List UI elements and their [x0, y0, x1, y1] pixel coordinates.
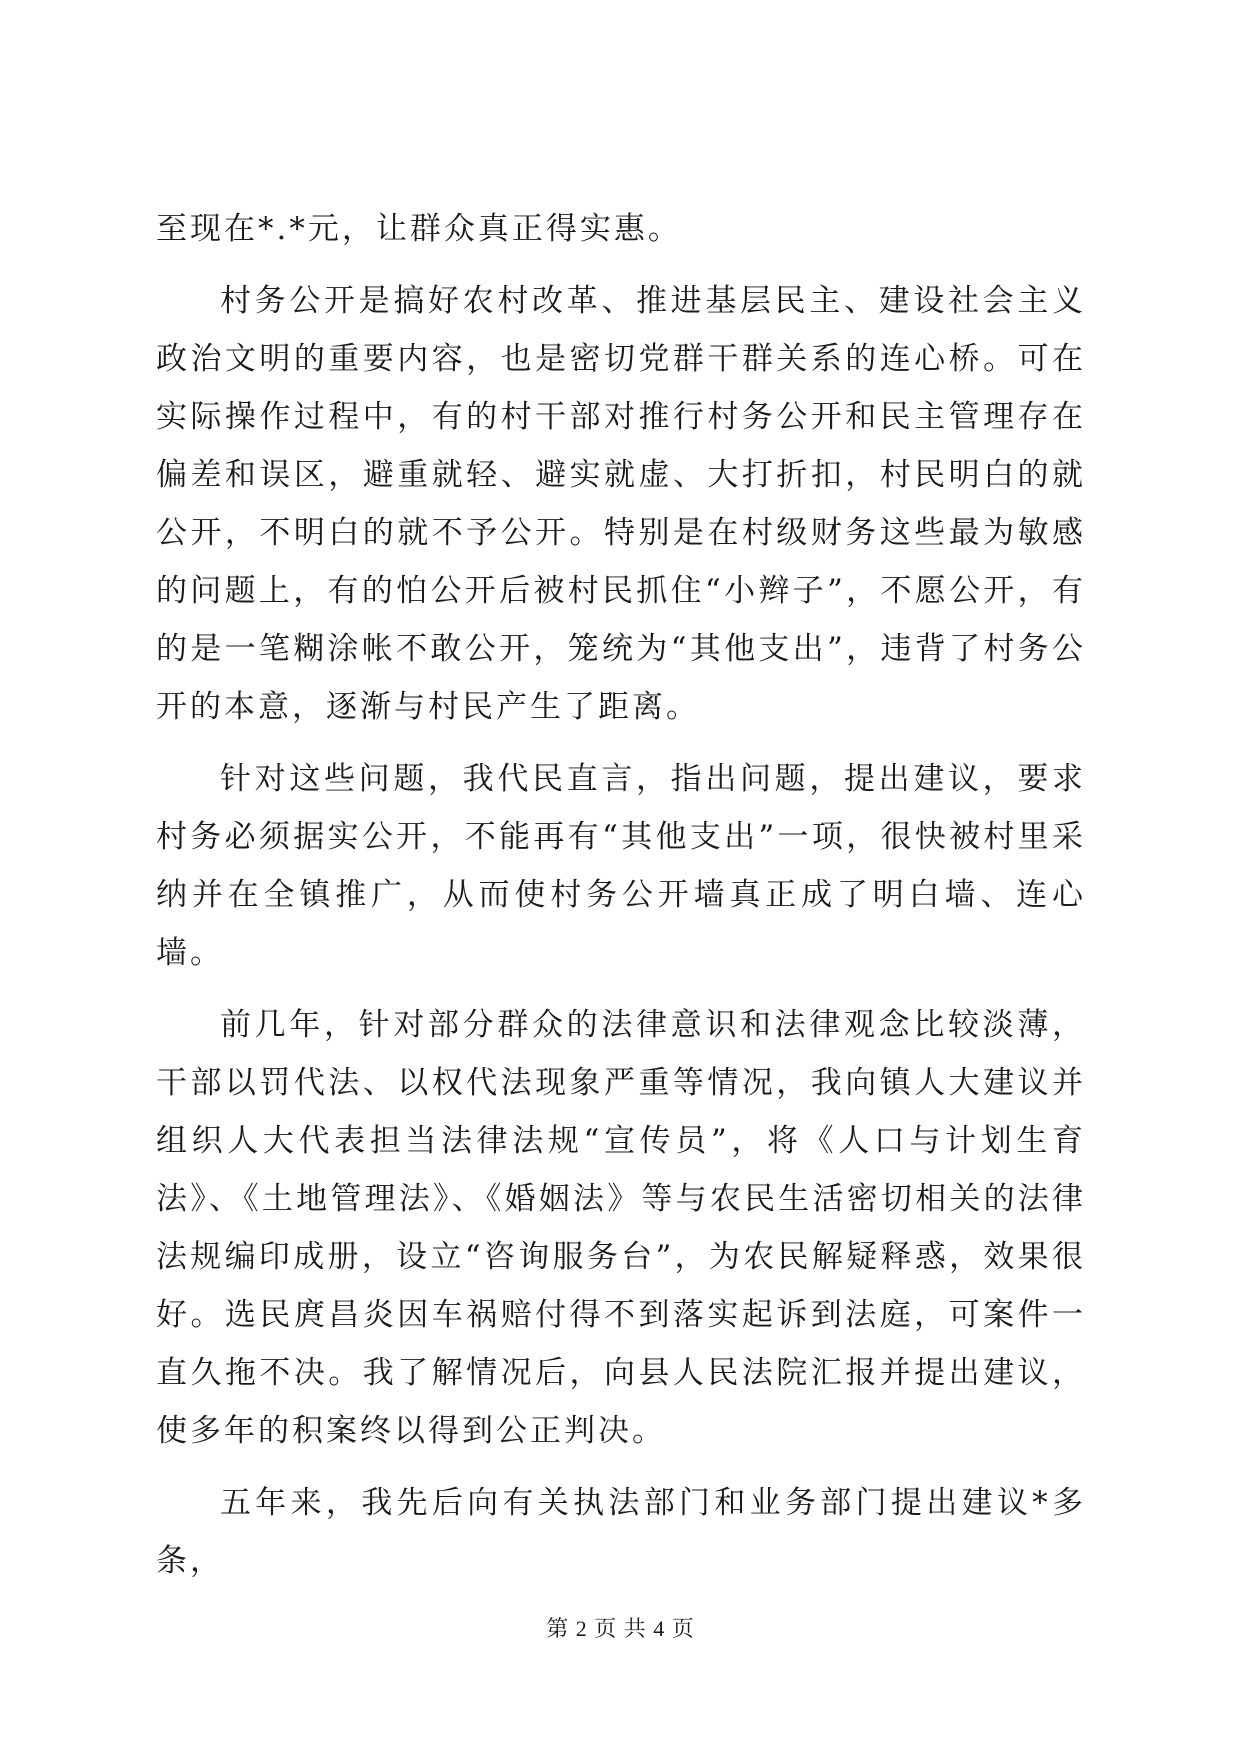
page-number-footer: 第 2 页 共 4 页 [546, 1616, 695, 1641]
paragraph-five-years: 五年来，我先后向有关执法部门和业务部门提出建议*多条， [156, 1485, 1086, 1579]
paragraph-legal-awareness: 前几年，针对部分群众的法律意识和法律观念比较淡薄，干部以罚代法、以权代法现象严重等情况，我向镇人大建议并组织人大代表担当法律法规“宣传员”，将《人口与计划生育法》、《土地管理法》、《婚姻法》等与农民生活密切相关的法律法规编印成册，设立“咨询服务台”，为农民解疑释惑，效果很好。选民庹昌炎因车祸赔付得不到落实起诉到法庭，可案件一直久拖不决。我了解情况后，向县人民法院汇报并提出建议，使多年的积案终以得到公正判决。 [156, 1007, 1086, 1449]
paragraph-suggestions: 针对这些问题，我代民直言，指出问题，提出建议，要求村务必须据实公开，不能再有“其他支出”一项，很快被村里采纳并在全镇推广，从而使村务公开墙真正成了明白墙、连心墙。 [156, 761, 1086, 971]
paragraph-village-affairs: 村务公开是搞好农村改革、推进基层民主、建设社会主义政治文明的重要内容，也是密切党群干群关系的连心桥。可在实际操作过程中，有的村干部对推行村务公开和民主管理存在偏差和误区，避重就轻、避实就虚、大打折扣，村民明白的就公开，不明白的就不予公开。特别是在村级财务这些最为敏感的问题上，有的怕公开后被村民抓住“小辫子”，不愿公开，有的是一笔糊涂帐不敢公开，笼统为“其他支出”，违背了村务公开的本意，逐渐与村民产生了距离。 [156, 283, 1086, 725]
document-body [156, 200, 1086, 1590]
paragraph-continuation: 至现在*.*元，让群众真正得实惠。 [156, 211, 682, 247]
